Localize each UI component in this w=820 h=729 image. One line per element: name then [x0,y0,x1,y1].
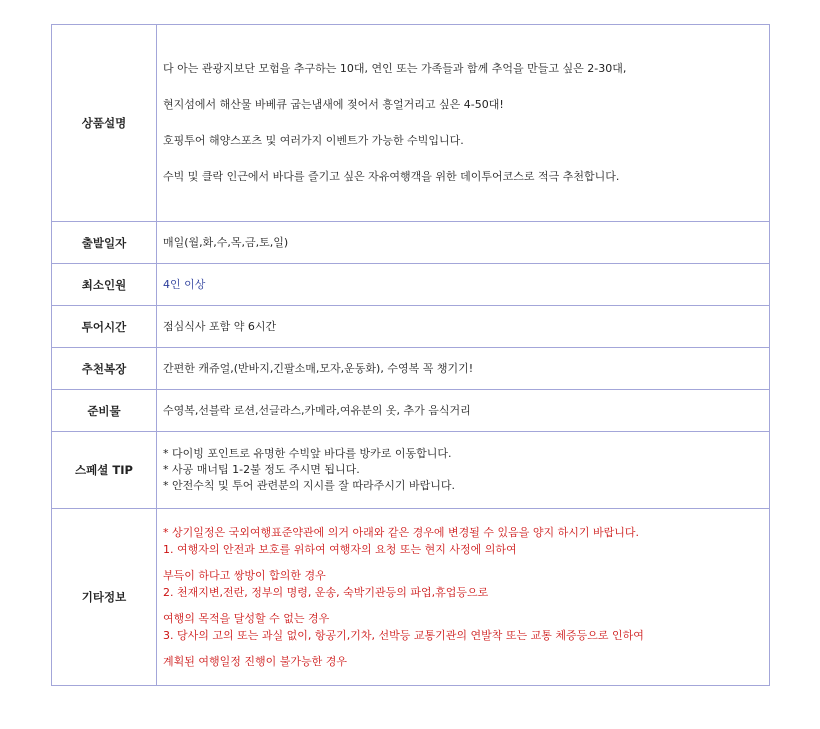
tip-line: * 다이빙 포인트로 유명한 수빅앞 바다를 방카로 이동합니다. [163,447,452,460]
tip-line: * 사공 매너팁 1-2불 정도 주시면 됩니다. [163,463,360,476]
value-items-to-bring: 수영복,선블락 로션,선글라스,카메라,여유분의 옷, 추가 음식거리 [157,390,770,432]
value-other-info [157,509,770,686]
notice-line: 여행의 목적을 달성할 수 없는 경우 [163,612,330,625]
row-departure-date [52,222,770,264]
label-items-to-bring: 준비물 [52,390,157,432]
tip-line: * 안전수칙 및 투어 관련분의 지시를 잘 따라주시기 바랍니다. [163,479,455,492]
notice-line: 2. 천재지변,전란, 정부의 명령, 운송, 숙박기관등의 파업,휴업등으로 [163,586,489,599]
row-items-to-bring [52,390,770,432]
value-recommended-clothing: 간편한 캐쥬얼,(반바지,긴팔소매,모자,운동화), 수영복 꼭 챙기기! [157,348,770,390]
label-tour-duration: 투어시간 [52,306,157,348]
label-special-tip: 스페셜 TIP [52,432,157,509]
description-line: 다 아는 관광지보단 모험을 추구하는 10대, 연인 또는 가족들과 함께 추억을 만들고 싶은 2-30대, [163,62,627,75]
value-minimum-participants: 4인 이상 [157,264,770,306]
label-product-description: 상품설명 [52,25,157,222]
label-other-info: 기타정보 [52,509,157,686]
notice-line: 1. 여행자의 안전과 보호를 위하여 여행자의 요청 또는 현지 사정에 의하여 [163,543,517,556]
notice-line: * 상기일정은 국외여행표준약관에 의거 아래와 같은 경우에 변경될 수 있음을 양지 하시기 바랍니다. [163,526,639,539]
description-line: 수빅 및 클락 인근에서 바다를 즐기고 싶은 자유여행객을 위한 데이투어코스로 적극 추천합니다. [163,170,620,183]
value-tour-duration: 점심식사 포함 약 6시간 [157,306,770,348]
label-departure-date: 출발일자 [52,222,157,264]
label-recommended-clothing: 추천복장 [52,348,157,390]
description-line: 현지섬에서 해산물 바베큐 굽는냄새에 젖어서 흥얼거리고 싶은 4-50대! [163,98,504,111]
value-special-tip [157,432,770,509]
notice-line: 부득이 하다고 쌍방이 합의한 경우 [163,569,326,582]
row-minimum-participants [52,264,770,306]
label-minimum-participants: 최소인원 [52,264,157,306]
row-special-tip [52,432,770,509]
row-other-info [52,509,770,686]
notice-line: 계획된 여행일정 진행이 불가능한 경우 [163,655,348,668]
row-product-description [52,25,770,222]
tour-info-table [51,24,770,686]
value-departure-date: 매일(월,화,수,목,금,토,일) [157,222,770,264]
description-line: 호핑투어 해양스포츠 및 여러가지 이벤트가 가능한 수빅입니다. [163,134,464,147]
notice-line: 3. 당사의 고의 또는 과실 없이, 항공기,기차, 선박등 교통기관의 연발착 또는 교통 체증등으로 인하여 [163,629,644,642]
value-product-description [157,25,770,222]
row-recommended-clothing [52,348,770,390]
row-tour-duration [52,306,770,348]
